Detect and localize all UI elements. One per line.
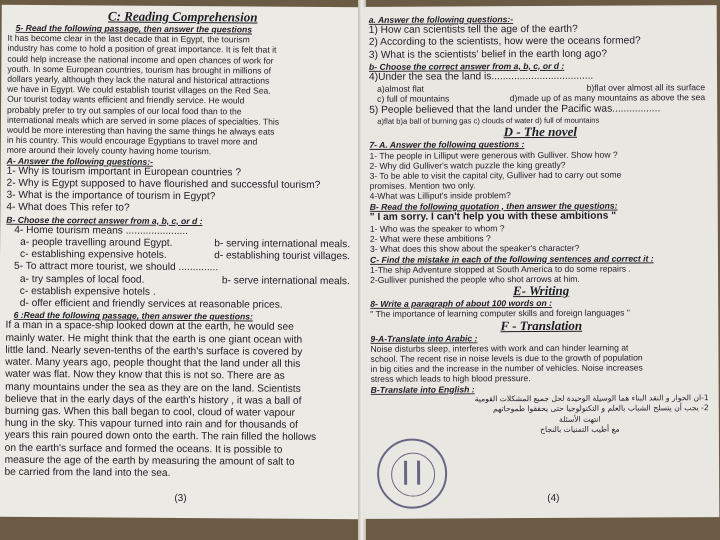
option-text: b- serve international meals. xyxy=(221,274,350,287)
q9a-heading: 9-A-Translate into Arabic : xyxy=(370,333,478,344)
quote-questions xyxy=(370,222,712,254)
b5-question-right: 5) People believed that the land under the Pacific was................. xyxy=(369,102,661,116)
passage-line: could help increase the national income and open chances of work for xyxy=(7,53,274,66)
passage-line: burning gas. When this ball began to cool, cloud of water vapour xyxy=(4,405,295,419)
passage-line: would be more interesting than having the same things he always eats xyxy=(6,124,275,137)
translation-line: school. The recent rise in noise levels is due to the growth of population xyxy=(370,352,643,364)
section-c-title: C: Reading Comprehension xyxy=(107,8,258,25)
q7-heading: 7- A. Answer the following questions : xyxy=(369,139,525,151)
passage-line: little land. Nearly seven-tenths of the earth's surface is covered by xyxy=(5,344,303,358)
question-line: 3- What is the importance of tourism in Egypt? xyxy=(6,190,216,203)
q9b-lines xyxy=(371,393,713,437)
passage-line: hung in the sky. This vapour turned into rain and for thousands of xyxy=(4,417,298,431)
sentence-line: 1-The ship Adventure stopped at South America to do some repairs . xyxy=(370,263,631,275)
question-line: promises. Mention two only. xyxy=(369,180,476,192)
a-questions-right xyxy=(369,23,711,61)
passage-line: youth. In some European countries, tourism has brought in millions of xyxy=(7,63,272,76)
question-line: 2) According to the scientists, how were the oceans formed? xyxy=(368,35,641,49)
passage-line: we have in Egypt. We could establish tourist villages on the Red Sea. xyxy=(7,84,271,96)
translation-line: in big cities and the increase in the number of vehicles. Noise increases xyxy=(370,362,643,375)
question-line: 3- What does this show about the speaker's character? xyxy=(369,243,580,255)
passage-line: industry has come to hold a position of great importance. It is felt that it xyxy=(7,43,277,56)
passage-line: mainly water. He might think that the earth is one giant ocean with xyxy=(5,332,303,346)
question-line: 4- What does This refer to? xyxy=(6,202,130,215)
question-line: 3) What is the scientists' belief in the earth long ago? xyxy=(368,48,608,61)
passage-line: more around their lovely county having home tourism. xyxy=(6,145,212,157)
arabic-line: 2- يجب أن يتسلح الشباب بالعلم و التكنولوجيا حتى يحققوا طموحاتهم xyxy=(492,403,709,414)
b5-options xyxy=(6,273,356,312)
b5-question: 5- To attract more tourist, we should .............. xyxy=(13,261,219,274)
question-line: 1- The people in Lilliput were generous with Gulliver. Show how ? xyxy=(369,149,618,161)
q9a-text xyxy=(370,342,712,385)
sentence-line: 2-Gulliver punished the people who shot arrows at him. xyxy=(370,273,580,285)
left-page xyxy=(0,5,364,520)
passage-line: believe that in the early days of the earth's history , it was a ball of xyxy=(5,393,302,407)
right-page xyxy=(361,5,720,519)
section-f-title: F - Translation xyxy=(500,317,583,333)
b4-options-right xyxy=(369,82,711,104)
question-line: 2- Why did Gulliver's watch puzzle the king greatly? xyxy=(369,159,566,171)
passage-1 xyxy=(7,33,358,158)
b4-question: 4- Home tourism means ...................... xyxy=(14,224,189,237)
passage-line: probably prefer to try out samples of our local food than to the xyxy=(7,104,242,117)
option-text: d- offer efficient and friendly services at reasonable prices. xyxy=(19,297,283,311)
passage-line: Our tourist today wants efficient and friendly service. He would xyxy=(7,94,245,106)
q6-heading: 6 :Read the following passage, then answer the questions: xyxy=(13,310,253,322)
q9b-heading: B-Translate into English : xyxy=(370,384,475,395)
a-heading-right: a. Answer the following questions:- xyxy=(368,14,514,25)
b-heading-right: b- Choose the correct answer from a, b, c, or d : xyxy=(368,60,565,72)
question-line: 2- Why is Egypt supposed to have flourished and successful tourism? xyxy=(6,177,321,192)
page-number: (3) xyxy=(174,492,187,505)
option-text: a- people travelling around Egypt. xyxy=(20,236,173,250)
q5-heading: 5- Read the following passage, then answer the questions xyxy=(15,22,253,35)
arabic-line: مع أطيب التمنيات بالنجاح xyxy=(540,424,620,435)
arabic-line: انتهت الأسئلة xyxy=(559,414,601,424)
c-heading-right: C- Find the mistake in each of the following sentences and correct it : xyxy=(369,253,654,265)
passage-line: dollars yearly, although they lack the natural and historical attractions xyxy=(7,73,270,86)
question-line: 1- Why is tourism important in European countries ? xyxy=(6,165,242,179)
q8-heading: 8- Write a paragraph of about 100 words on : xyxy=(370,298,553,310)
option-text: d- establishing tourist villages. xyxy=(214,250,351,263)
passage-2 xyxy=(4,320,355,481)
passage-line: be carried from the land into the sea. xyxy=(4,466,171,479)
passage-line: water was flat. Now they know that this is not so. There are as xyxy=(5,369,285,383)
option-text: d)made up of as many mountains as above the sea xyxy=(509,92,706,104)
passage-line: years this rain poured down onto the earth. The rain filled the hollows xyxy=(4,430,317,444)
q8-topic: " The importance of learning computer skills and foreign languages " xyxy=(370,307,630,320)
a-heading: A- Answer the following questions:- xyxy=(6,155,153,167)
passage-line: many mountains under the sea as they are on the land. Scientists xyxy=(5,381,301,395)
b4-question-right: 4)Under the sea the land is.................................... xyxy=(369,70,594,83)
option-text: a- try samples of local food. xyxy=(19,273,145,286)
b5-options-right: a)flat b)a ball of burning gas c) clouds of water d) full of mountains xyxy=(377,115,600,126)
question-line: 4-What was Lilliput's inside problem? xyxy=(369,190,511,202)
question-line: 3- To be able to visit the capital city, Gulliver had to carry out some xyxy=(369,169,622,181)
a-questions xyxy=(6,166,356,217)
passage-line: If a man in a space-ship looked down at the earth, he would see xyxy=(5,320,294,334)
passage-line: on the earth's surface and formed the oceans. It is possible to xyxy=(4,442,283,456)
translation-line: stress which leads to high blood pressure. xyxy=(370,373,531,385)
quotation: " I am sorry. I can't help you with these ambitions " xyxy=(369,210,617,223)
arabic-line: 1-ان الحوار و النقد البناء هما الوسيلة الوحيدة لحل جميع المشكلات القومية xyxy=(474,393,709,404)
b4-options xyxy=(6,237,356,264)
passage-line: water. Many years ago, people thought that the land under all this xyxy=(5,356,301,370)
page-number-right: (4) xyxy=(547,492,560,504)
q7-questions xyxy=(369,149,711,202)
option-text: c- establishing expensive hotels. xyxy=(20,249,167,262)
passage-line: in his country. This would encourage Egyptians to travel more and xyxy=(6,135,258,147)
question-line: 2- What were these ambitions ? xyxy=(369,233,491,245)
option-text: c) full of mountains xyxy=(377,93,450,105)
translation-line: Noise disturbs sleep, interferes with work and can hinder learning at xyxy=(370,342,629,354)
question-line: 1- Who was the speaker to whom ? xyxy=(369,223,505,234)
school-seal-stamp xyxy=(377,438,447,508)
b-heading: B- Choose the correct answer from a, b, c, or d : xyxy=(6,214,203,226)
c-sentences xyxy=(370,263,712,285)
option-text: c- establish expensive hotels . xyxy=(19,285,156,298)
passage-line: measure the age of the earth by measuring the amount of salt to xyxy=(4,454,295,468)
quote-heading: B- Read the following quotation , then answer the questions: xyxy=(369,200,618,212)
passage-line: international meals which are served in some places of specialties. This xyxy=(6,114,280,127)
option-text: b- serving international meals. xyxy=(214,238,351,251)
section-e-title: E- Writing xyxy=(512,283,570,299)
option-text: b)flat over almost all its surface xyxy=(586,82,706,93)
option-text: a)almost flat xyxy=(377,83,424,95)
section-d-title: D - The novel xyxy=(503,124,577,140)
passage-line: It has become clear in the last decade that in Egypt, the tourism xyxy=(7,32,250,45)
question-line: 1) How can scientists tell the age of the earth? xyxy=(368,24,578,37)
